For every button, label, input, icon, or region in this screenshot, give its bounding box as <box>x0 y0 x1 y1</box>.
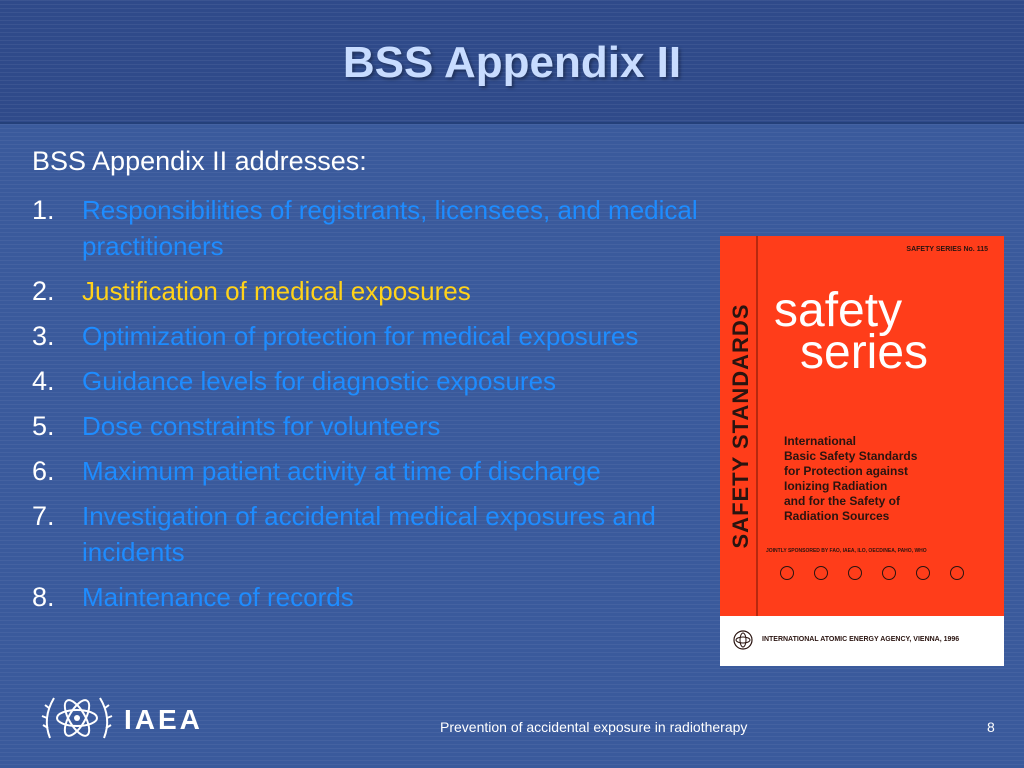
item-text: Investigation of accidental medical exposures and incidents <box>82 501 656 567</box>
emblem-icon <box>916 566 930 580</box>
intro-text: BSS Appendix II addresses: <box>32 146 367 176</box>
item-number: 4. <box>32 366 55 396</box>
page-number: 8 <box>987 719 995 735</box>
list-item <box>32 498 722 570</box>
list-item <box>32 579 722 615</box>
cover-desc-line: and for the Safety of <box>784 494 901 508</box>
iaea-logo-text: IAEA <box>124 704 203 735</box>
cover-desc-line: for Protection against <box>784 464 909 478</box>
item-text: Guidance levels for diagnostic exposures <box>82 366 557 396</box>
iaea-logo-icon <box>40 688 114 750</box>
cover-red-panel <box>720 236 1004 616</box>
book-cover-image <box>720 236 1004 666</box>
item-number: 2. <box>32 276 55 306</box>
emblem-icon <box>882 566 896 580</box>
item-number: 1. <box>32 195 55 225</box>
item-number: 6. <box>32 456 55 486</box>
cover-agency-text: INTERNATIONAL ATOMIC ENERGY AGENCY, VIENNA, 1996 <box>762 636 960 643</box>
cover-sponsor-text: JOINTLY SPONSORED BY FAO, IAEA, ILO, OECD/NEA, PAHO, WHO <box>766 548 927 554</box>
item-number: 5. <box>32 411 55 441</box>
cover-vertical-label <box>726 296 756 556</box>
sponsor-emblems <box>780 566 990 586</box>
appendix-list <box>32 192 722 624</box>
cover-divider <box>756 236 758 616</box>
item-text: Optimization of protection for medical exposures <box>82 321 639 351</box>
item-number: 7. <box>32 501 55 531</box>
item-text: Dose constraints for volunteers <box>82 411 441 441</box>
emblem-icon <box>814 566 828 580</box>
list-item <box>32 453 722 489</box>
cover-description <box>784 434 917 524</box>
item-text: Maintenance of records <box>82 582 354 612</box>
item-number: 8. <box>32 582 55 612</box>
list-item-highlighted <box>32 273 722 309</box>
list-item <box>32 408 722 444</box>
cover-desc-line: Radiation Sources <box>784 509 890 523</box>
cover-vertical-text: SAFETY STANDARDS <box>728 303 753 549</box>
cover-desc-line: International <box>784 434 857 448</box>
list-item <box>32 318 722 354</box>
cover-series-title <box>774 284 929 379</box>
iaea-emblem-icon <box>732 629 754 651</box>
slide-title: BSS Appendix II <box>342 38 682 87</box>
list-item <box>32 363 722 399</box>
list-item <box>32 192 722 264</box>
emblem-icon <box>848 566 862 580</box>
footer-caption: Prevention of accidental exposure in radiotherapy <box>440 719 748 735</box>
emblem-icon <box>950 566 964 580</box>
cover-title-line: safety <box>774 284 903 337</box>
cover-series-number: SAFETY SERIES No. 115 <box>906 246 988 253</box>
emblem-icon <box>780 566 794 580</box>
item-text: Maximum patient activity at time of discharge <box>82 456 601 486</box>
cover-desc-line: Basic Safety Standards <box>784 449 918 463</box>
item-text: Justification of medical exposures <box>82 276 471 306</box>
cover-desc-line: Ionizing Radiation <box>784 479 888 493</box>
cover-title-line: series <box>800 326 929 379</box>
item-number: 3. <box>32 321 55 351</box>
item-text: Responsibilities of registrants, licensees, and medical practitioners <box>82 195 698 261</box>
